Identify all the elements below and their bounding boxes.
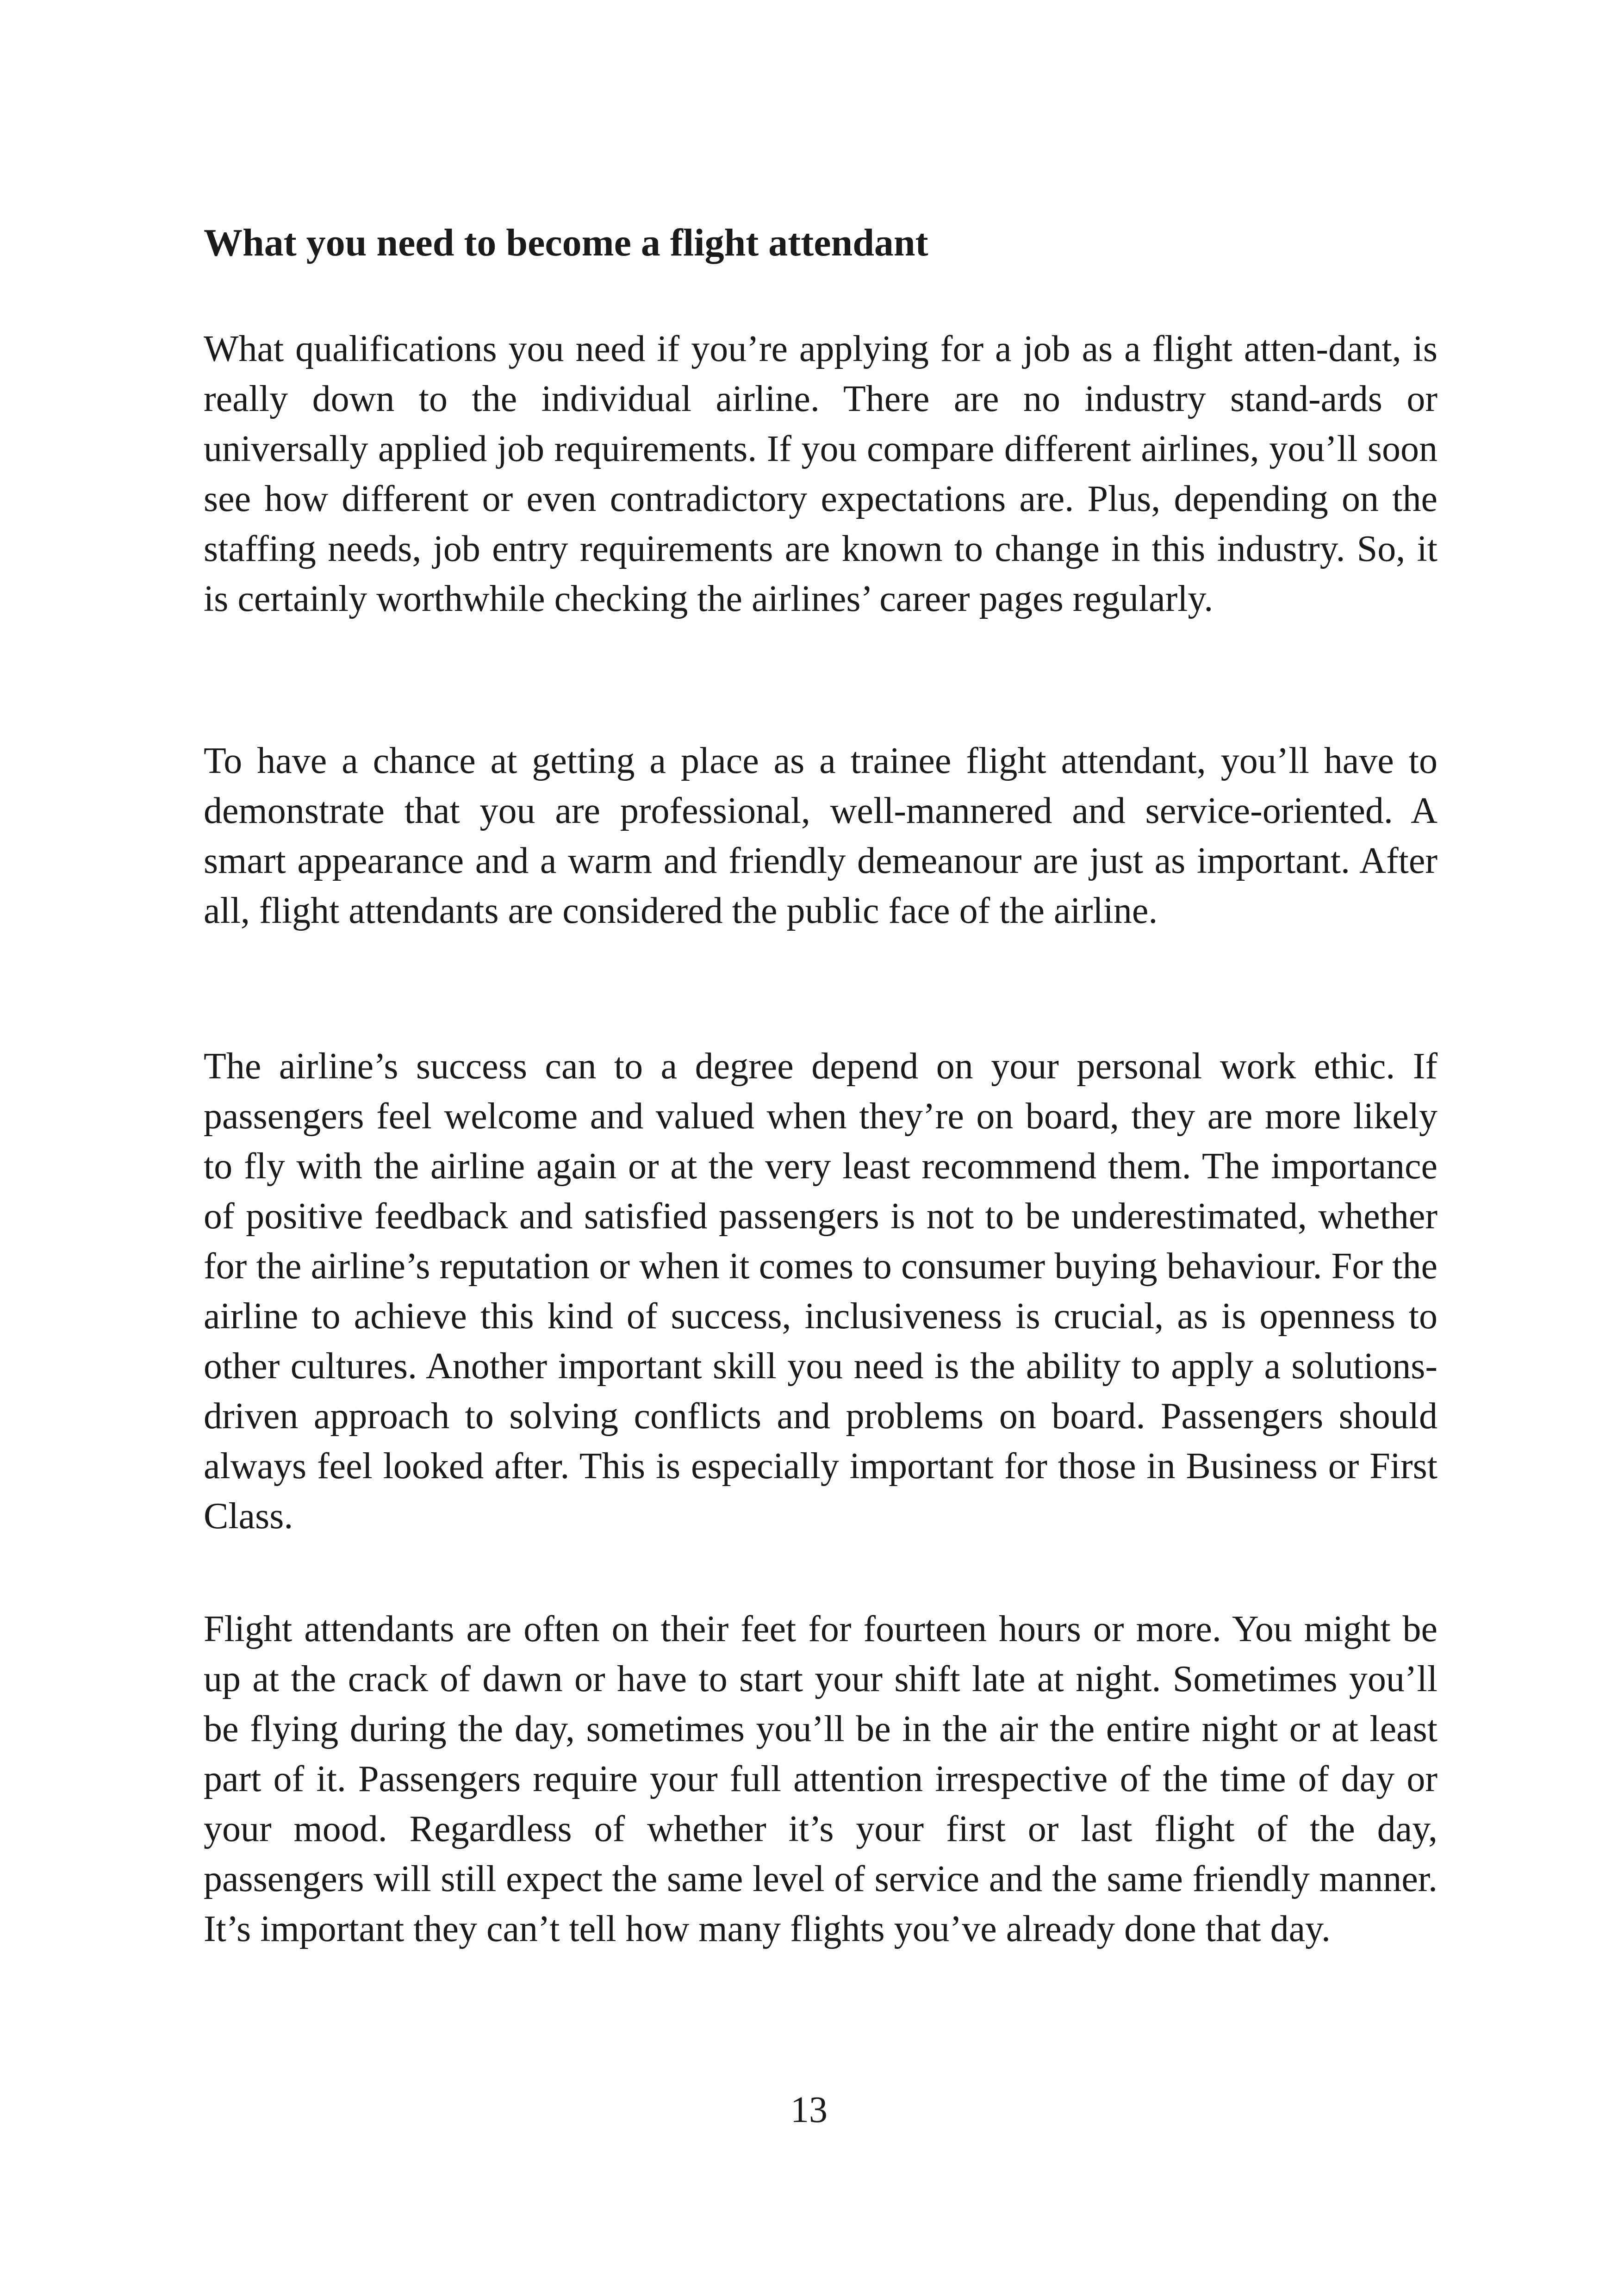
section-heading: What you need to become a flight attendant: [204, 221, 928, 264]
page-number: 13: [790, 2090, 828, 2130]
paragraph-schedule: Flight attendants are often on their feet for fourteen hours or more. You might be up at the crack of dawn or have to start your shift late at night. Sometimes you’ll be flying during the day, sometimes you’ll be in the air the entire night or at least part of it. Passengers require your full attention irrespective of the time of day or your mood. Regardless of whether it’s your first or last flight of the day, passengers will still expect the same level of service and the same friendly manner. It’s important they can’t tell how many flights you’ve already done that day.: [204, 1609, 1438, 1949]
paragraph-success: The airline’s success can to a degree depend on your personal work ethic. If passengers feel welcome and valued when they’re on board, they are more likely to fly with the airline again or at the very least recommend them. The importance of positive feedback and satisfied passengers is not to be underestimated, whether for the airline’s reputation or when it comes to consumer buying behaviour. For the airline to achieve this kind of success, inclusiveness is crucial, as is openness to other cultures. Another important skill you need is the ability to apply a solutions-driven approach to solving conflicts and problems on board. Passengers should always feel looked after. This is especially important for those in Business or First Class.: [204, 1046, 1438, 1537]
paragraph-trainee: To have a chance at getting a place as a trainee flight attendant, you’ll have to demonstrate that you are professional, well-mannered and service-oriented. A smart appearance and a warm and friendly demeanour are just as important. After all, flight attendants are considered the public face of the airline.: [204, 740, 1438, 931]
paragraph-qualifications: What qualifications you need if you’re applying for a job as a flight atten-dant, is really down to the individual airline. There are no industry stand-ards or universally applied job requirements. If you compare different airlines, you’ll soon see how different or even contradictory expectations are. Plus, depending on the staffing needs, job entry requirements are known to change in this industry. So, it is certainly worthwhile checking the airlines’ career pages regularly.: [204, 329, 1438, 619]
